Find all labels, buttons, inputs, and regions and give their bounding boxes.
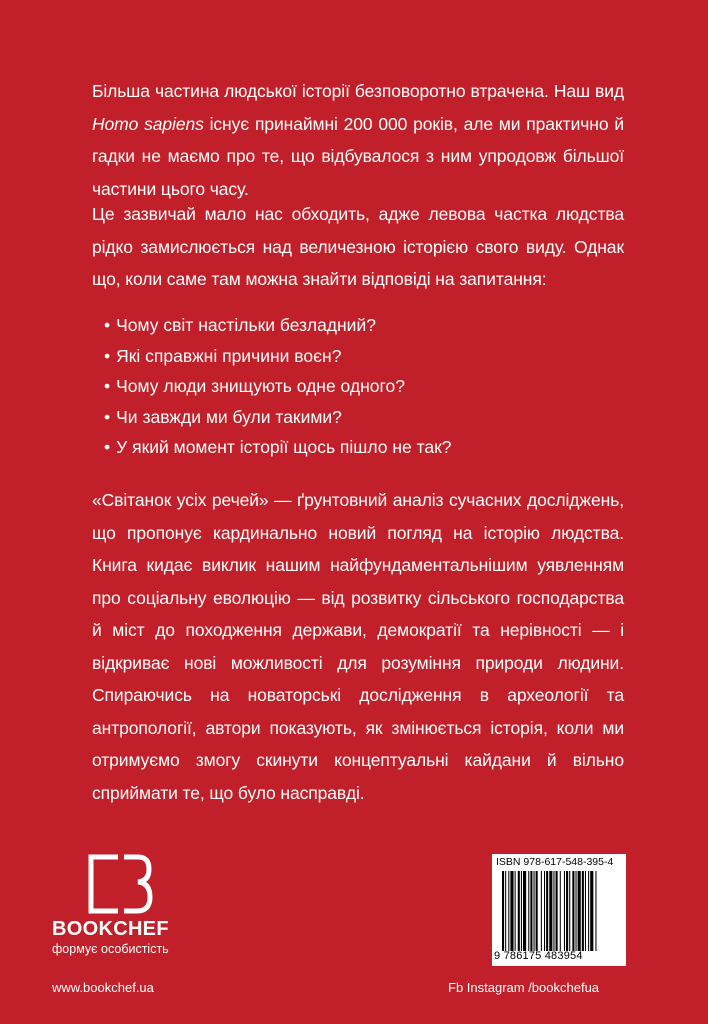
barcode-icon: [502, 871, 620, 951]
publisher-logo: [52, 854, 222, 959]
question-text: Чому люди знищують одне одного?: [116, 376, 405, 396]
bookchef-mark-icon: [88, 854, 154, 914]
list-item: [104, 371, 452, 402]
list-item: [104, 310, 452, 341]
barcode-panel: [492, 854, 626, 966]
question-list: [104, 310, 452, 463]
intro-paragraph: [92, 75, 624, 205]
question-text: Чому світ настільки безладний?: [116, 315, 376, 335]
intro-text-start: Більша частина людської історії безповоротно втрачена. Наш вид: [92, 81, 624, 101]
bullet-icon: •: [104, 437, 111, 457]
list-item: [104, 402, 452, 433]
question-text: Чи завжди ми були такими?: [116, 406, 342, 427]
publisher-tagline: формує особистість: [52, 942, 169, 956]
publisher-name: BOOKCHEF: [52, 918, 169, 940]
publisher-website[interactable]: www.bookchef.ua: [52, 980, 154, 995]
question-text: У який момент історії щось пішло не так?: [116, 437, 452, 457]
bullet-icon: •: [104, 345, 111, 366]
species-name: Homo sapiens: [92, 113, 204, 134]
question-lead-paragraph: [92, 198, 624, 296]
bullet-icon: •: [104, 406, 111, 427]
list-item: [104, 341, 452, 372]
question-lead-text: Це зазвичай мало нас обходить, адже левова частка людства рідко замислюється над величезною історією свого виду. Однак що, коли саме там можна знайти відповіді на запитання:: [92, 204, 624, 289]
book-description-text: «Світанок усіх речей» — ґрунтовний аналіз сучасних досліджень, що пропонує кардинально новий погляд на історію людства. Книга кидає виклик нашим найфундаментальнішим уявленням про соціальну еволюцію — від розвитку сільського господарства й міст до походження держави, демократії та нерівності — і відкриває нові можливості для розуміння природи людини. Спираючись на новаторські дослідження в археології та антропології, автори показують, як змінюється історія, коли ми отримуємо змогу скинути концептуальні кайдани й вільно сприймати те, що було насправді.: [92, 490, 624, 803]
isbn-label: ISBN 978-617-548-395-4: [496, 856, 614, 868]
book-description-paragraph: [92, 484, 624, 809]
publisher-social[interactable]: Fb Instagram /bookchefua: [448, 980, 600, 995]
question-text: Які справжні причини воєн?: [116, 345, 342, 366]
list-item: [104, 432, 452, 463]
barcode-digits: 9 786175 483954: [494, 950, 583, 962]
bullet-icon: •: [104, 376, 111, 396]
bullet-icon: •: [104, 315, 111, 335]
intro-text-end: існує принаймні 200 000 років, але ми практично й гадки не маємо про те, що відбувалося з ним упродовж більшої частини цього часу.: [92, 113, 624, 199]
